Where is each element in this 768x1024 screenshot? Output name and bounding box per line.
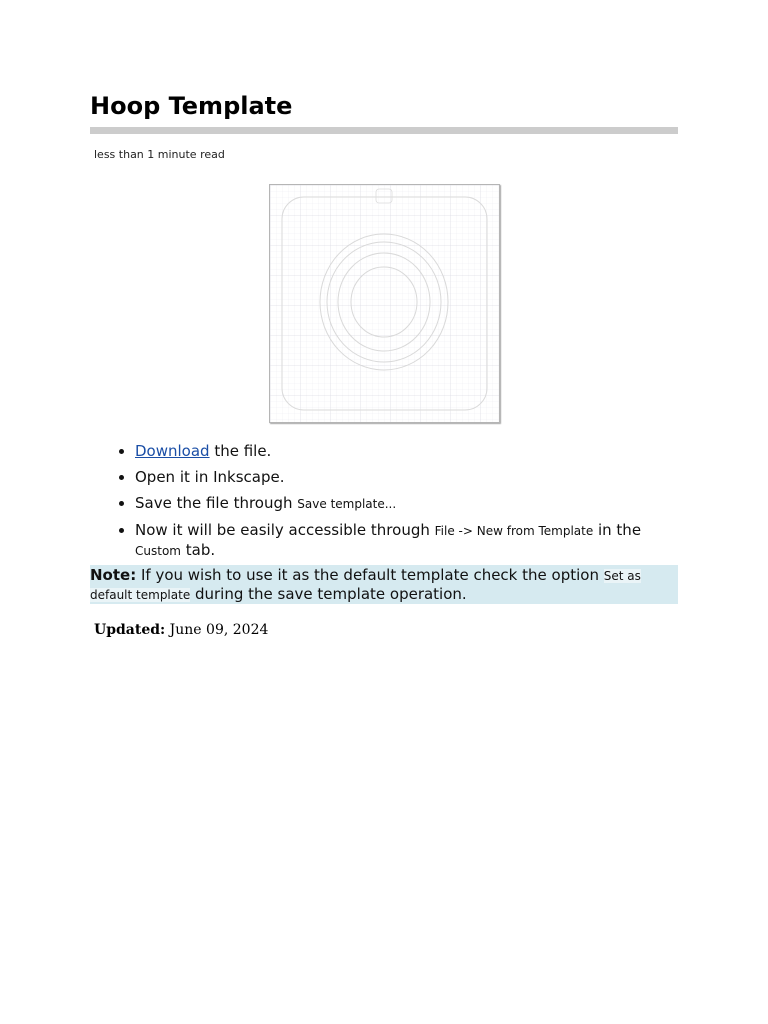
page-title: Hoop Template — [90, 92, 293, 120]
list-item — [135, 442, 665, 461]
note-label: Note: — [90, 566, 137, 584]
step1-text: the file. — [209, 442, 272, 460]
note-text-1: If you wish to use it as the default template check the option — [136, 566, 604, 584]
step2-text: Open it in Inkscape. — [135, 468, 285, 486]
step4-text-3: tab. — [180, 541, 216, 559]
step4-text-1: Now it will be easily accessible through — [135, 521, 435, 539]
list-item — [135, 521, 665, 561]
updated-label: Updated: — [94, 622, 166, 638]
hoop-template-preview-image — [269, 184, 500, 423]
custom-tab-code: Custom — [135, 544, 181, 558]
download-link[interactable]: Download — [135, 442, 210, 460]
updated-value: June 09, 2024 — [165, 622, 269, 638]
hoop-template-preview-icon — [270, 185, 499, 422]
step4-text-2: in the — [593, 521, 642, 539]
list-item — [135, 494, 665, 514]
read-time: less than 1 minute read — [94, 148, 225, 161]
list-item — [135, 468, 665, 487]
note-text-2: during the save template operation. — [190, 585, 467, 603]
updated-date — [94, 622, 268, 638]
save-template-code: Save template... — [297, 497, 397, 511]
step3-text: Save the file through — [135, 494, 298, 512]
note-box — [90, 565, 678, 604]
instruction-list — [90, 442, 665, 568]
title-divider — [90, 127, 678, 134]
new-from-template-code: File -> New from Template — [434, 524, 594, 538]
set-as-default-code: Set as default template — [90, 569, 641, 602]
